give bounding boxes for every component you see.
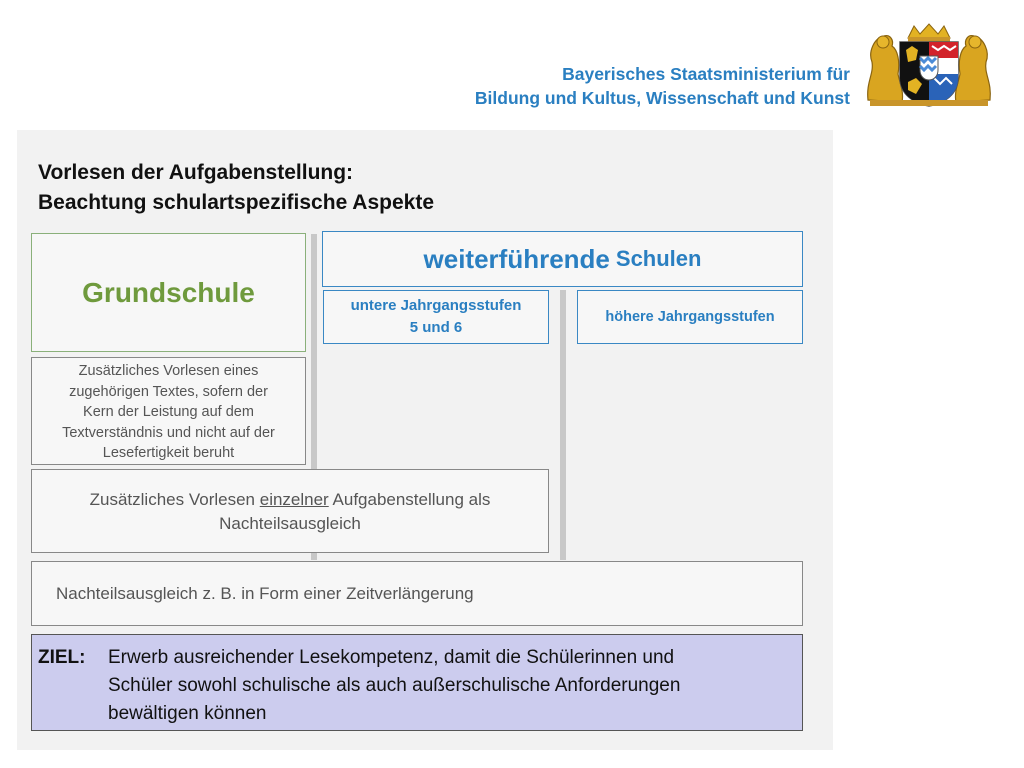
grundschule-header [31, 233, 306, 352]
untere-line-2: 5 und 6 [409, 319, 463, 336]
zusatz1-line: Textverständnis und nicht auf der [62, 424, 275, 441]
zusaetzliches-vorlesen-textes-box [31, 357, 306, 465]
ministry-line-2: Bildung und Kultus, Wissenschaft und Kunst [474, 88, 850, 108]
hoehere-label: höhere Jahrgangsstufen [605, 309, 775, 325]
separator-bar-right [560, 290, 566, 560]
ministry-line-1: Bayerisches Staatsministerium für [562, 64, 850, 84]
weiterfuehrende-label: weiterführende [423, 243, 610, 274]
goal-box [31, 634, 803, 731]
zusatz2-line-1 [32, 488, 548, 512]
grundschule-label: Grundschule [82, 276, 255, 308]
goal-label: ZIEL: [38, 647, 86, 668]
slide-title [38, 158, 434, 218]
slide-title-line-2: Beachtung schulartspezifische Aspekte [38, 191, 435, 214]
zusatz1-line: Kern der Leistung auf dem [83, 404, 254, 420]
weiterfuehrende-schulen-header [322, 231, 803, 287]
goal-line: bewältigen können [108, 703, 267, 724]
zusatz1-line: Zusätzliches Vorlesen eines [78, 363, 259, 379]
goal-text [108, 644, 798, 730]
zusatz2-underlined: einzelner [259, 490, 329, 509]
zusatz2-pre: Zusätzliches Vorlesen [89, 490, 260, 509]
hoehere-jahrgangsstufen-header [577, 290, 803, 344]
slide-title-line-1: Vorlesen der Aufgabenstellung: [38, 161, 354, 184]
zusatz1-line: zugehörigen Textes, sofern der [69, 383, 268, 400]
zusatz2-post: Aufgabenstellung als [328, 490, 491, 509]
goal-line: Erwerb ausreichender Lesekompetenz, damit die Schülerinnen und [108, 647, 675, 668]
nachteilsausgleich-text: Nachteilsausgleich z. B. in Form einer Zeitverlängerung [56, 583, 474, 603]
goal-line: Schüler sowohl schulische als auch außerschulische Anforderungen [108, 675, 681, 696]
untere-line-1: untere Jahrgangsstufen [350, 297, 522, 314]
nachteilsausgleich-box [31, 561, 803, 626]
schulen-label: Schulen [615, 246, 702, 271]
bavaria-coat-of-arms-icon [864, 22, 994, 108]
zusatz1-line: Lesefertigkeit beruht [102, 445, 235, 461]
zusaetzliches-vorlesen-aufgabenstellung-box [31, 469, 549, 553]
ministry-name [475, 62, 850, 110]
zusatz2-line-2: Nachteilsausgleich [219, 514, 361, 533]
untere-jahrgangsstufen-header [323, 290, 549, 344]
